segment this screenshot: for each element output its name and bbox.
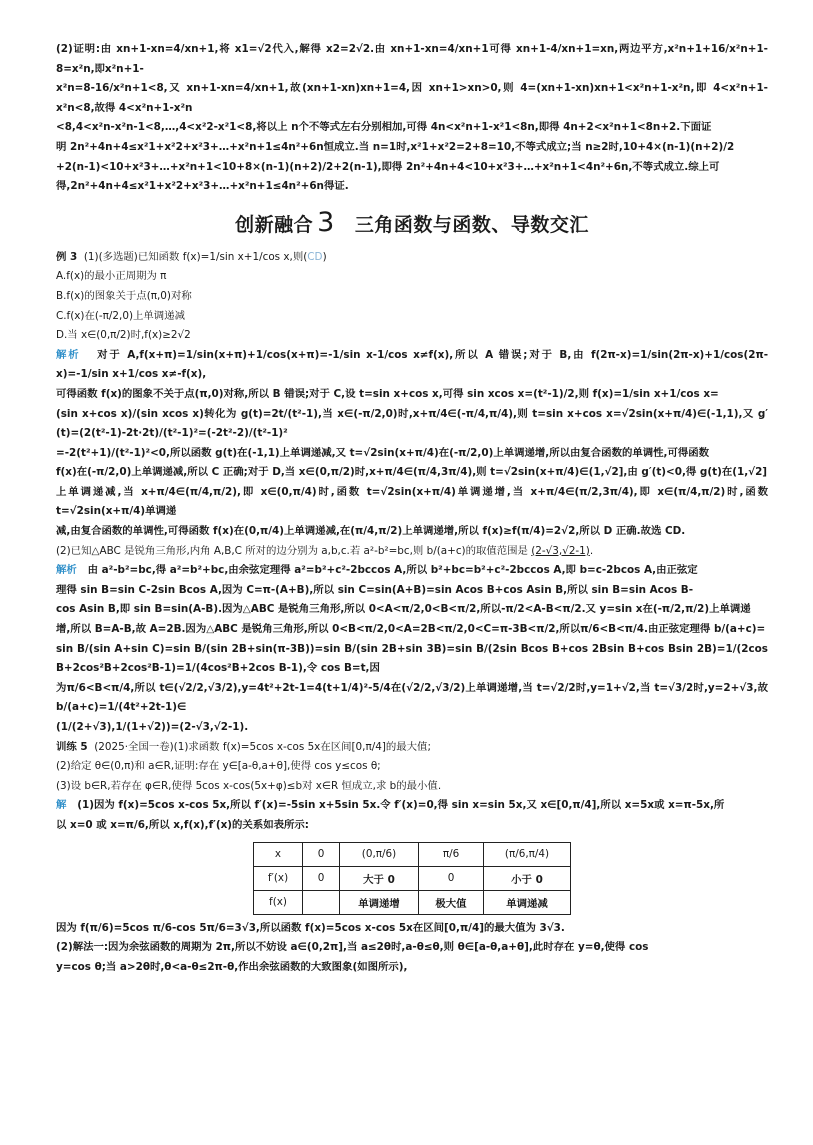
- proof-line: (2)证明:由 xn+1-xn=4/xn+1,将 x1=√2代入,解得 x2=2√2.由 xn+1-xn=4/xn+1可得 xn+1-4/xn+1=xn,两边平方,x²n+1+16/x²n+1-8=x²n,即x²n+1-: [56, 43, 768, 75]
- solution-line: 因为 f(π/6)=5cos π/6-cos 5π/6=3√3,所以函数 f(x)=5cos x-cos 5x在区间[0,π/4]的最大值为 3√3.: [56, 921, 565, 934]
- table-cell: 单调递增: [340, 890, 419, 914]
- example-question-text: (2)已知△ABC 是锐角三角形,内角 A,B,C 所对的边分别为 a,b,c.若 a²-b²=bc,则 b/(a+c)的取值范围是: [56, 544, 528, 557]
- proof-line: x²n=8-16/x²n+1<8,又 xn+1-xn=4/xn+1,故(xn+1-xn)xn+1=4,因 xn+1>xn>0,则 4=(xn+1-xn)xn+1<x²n+1-x²n,即 4<x²n+1-x²n<8,故得 4<x²n+1-x²n: [56, 82, 768, 114]
- section-title-topic: 三角函数与函数、导数交汇: [354, 213, 589, 236]
- analysis-line: [56, 346, 768, 385]
- solution: [56, 796, 768, 835]
- analysis-line: [56, 561, 768, 581]
- training-5: [56, 738, 768, 797]
- example-question: [56, 542, 768, 562]
- analysis-2: [56, 561, 768, 737]
- proof-line: 明 2n²+4n+4≤x²1+x²2+x²3+…+x²n+1≤4n²+6n恒成立.当 n=1时,x²1+x²2=2+8=10,不等式成立;当 n≥2时,10+4×(n-1)(n+2)/2: [56, 140, 735, 153]
- example-answer: (2-√3,√2-1): [531, 544, 590, 557]
- example-question: [56, 248, 768, 268]
- table-row: [254, 842, 571, 866]
- table-cell: 单调递减: [484, 890, 571, 914]
- analysis-line: cos Asin B,即 sin B=sin(A-B).因为△ABC 是锐角三角形,所以 0<A<π/2,0<B<π/2,所以-π/2<A-B<π/2.又 y=sin x在(-π/2,π/2)上单调递: [56, 603, 751, 616]
- analysis-1: [56, 346, 768, 542]
- table-cell: f(x): [254, 890, 303, 914]
- analysis-line: f(x)在(-π/2,0)上单调递减,所以 C 正确;对于 D,当 x∈(0,π/2)时,x+π/4∈(π/4,3π/4),则 t=√2sin(x+π/4)∈(1,√2],由 g′(t)<0,得 g(t)在(1,√2]: [56, 466, 768, 479]
- proof-line: 得,2n²+4n+4≤x²1+x²2+x²3+…+x²n+1≤4n²+6n得证.: [56, 180, 349, 193]
- option-d: D.当 x∈(0,π/2)时,f(x)≥2√2: [56, 329, 191, 342]
- training-question: [56, 738, 768, 758]
- section-title-prefix: 创新融合: [235, 213, 314, 236]
- table-cell: (0,π/6): [340, 842, 419, 866]
- solution-line: (2)解法一:因为余弦函数的周期为 2π,所以不妨设 a∈(0,2π],当 a≤2θ时,a-θ≤θ,则 θ∈[a-θ,a+θ],此时存在 y=θ,使得 cos: [56, 941, 649, 954]
- analysis-label: 解析: [56, 348, 81, 361]
- example-answer: CD: [307, 250, 323, 263]
- table-cell: π/6: [419, 842, 484, 866]
- table-row: [254, 866, 571, 890]
- training-source: (2025·全国一卷): [94, 740, 174, 753]
- analysis-line: (sin x+cos x)/(sin xcos x)转化为 g(t)=2t/(t²-1),当 x∈(-π/2,0)时,x+π/4∈(-π/4,π/4),则 t=sin x+cos x=√2sin(x+π/4)∈(-1,1),又 g′(t)=(2(t²-1)-2t·2t)/(t²-1)²=(-2t²-2)/(t²-1)²: [56, 407, 768, 440]
- training-q3: (3)设 b∈R,若存在 φ∈R,使得 5cos x-cos(5x+φ)≤b对 x∈R 恒成立,求 b的最小值.: [56, 779, 442, 792]
- option-c: C.f(x)在(-π/2,0)上单调递减: [56, 309, 185, 322]
- solution-line: 以 x=0 或 x=π/6,所以 x,f(x),f′(x)的关系如表所示:: [56, 818, 309, 831]
- table-row: [254, 890, 571, 914]
- training-q1: (1)求函数 f(x)=5cos x-cos 5x在区间[0,π/4]的最大值;: [173, 740, 431, 753]
- analysis-line: 为π/6<B<π/4,所以 t∈(√2/2,√3/2),y=4t²+2t-1=4(t+1/4)²-5/4在(√2/2,√3/2)上单调递增,当 t=√2/2时,y=1+√2,当 t=√3/2时,y=2+√3,故 b/(a+c)=1/(4t²+2t-1)∈: [56, 681, 768, 714]
- analysis-line: 增,所以 B=A-B,故 A=2B.因为△ABC 是锐角三角形,所以 0<B<π/2,0<A=2B<π/2,0<C=π-3B<π/2,所以π/6<B<π/4.由正弦定理得 b/(a+c)=: [56, 623, 766, 636]
- solution-text: (1)因为 f(x)=5cos x-cos 5x,所以 f′(x)=-5sin x+5sin 5x.令 f′(x)=0,得 sin x=sin 5x,又 x∈[0,π/4],所以 x=5x或 x=π-5x,所: [77, 799, 725, 812]
- proof-block: [56, 40, 768, 197]
- document-page: [56, 40, 768, 977]
- table-cell: 0: [419, 866, 484, 890]
- solution-line: y=cos θ;当 a>2θ时,θ<a-θ≤2π-θ,作出余弦函数的大致图象(如图所示),: [56, 960, 408, 973]
- analysis-line: =-2(t²+1)/(t²-1)²<0,所以函数 g(t)在(-1,1)上单调递减,又 t=√2sin(x+π/4)在(-π/2,0)上单调递增,所以由复合函数的单调性,可得函数: [56, 446, 710, 459]
- analysis-line: (1/(2+√3),1/(1+√2))=(2-√3,√2-1).: [56, 721, 249, 733]
- solution-label: 解: [56, 799, 67, 812]
- function-table: [253, 842, 571, 915]
- example-3-part-2: [56, 542, 768, 562]
- section-title-number: 3: [317, 206, 335, 238]
- example-question-close: ): [322, 250, 327, 263]
- analysis-label: 解析: [56, 564, 77, 577]
- analysis-line: 减,由复合函数的单调性,可得函数 f(x)在(0,π/4)上单调递减,在(π/4,π/2)上单调递增,所以 f(x)≥f(π/4)=2√2,所以 D 正确.故选 CD.: [56, 525, 686, 538]
- example-label: 例 3: [56, 250, 78, 263]
- training-label: 训练 5: [56, 740, 88, 753]
- analysis-line: 可得函数 f(x)的图象不关于点(π,0)对称,所以 B 错误;对于 C,设 t=sin x+cos x,可得 sin xcos x=(t²-1)/2,则 f(x)=1/sin x+1/cos x=: [56, 387, 719, 400]
- option-a: A.f(x)的最小正周期为 π: [56, 270, 167, 283]
- table-cell: 0: [303, 866, 340, 890]
- section-title: [56, 207, 768, 238]
- training-q2: (2)给定 θ∈(0,π)和 a∈R,证明:存在 y∈[a-θ,a+θ],使得 cos y≤cos θ;: [56, 760, 381, 773]
- analysis-text: 由 a²-b²=bc,得 a²=b²+bc,由余弦定理得 a²=b²+c²-2bccos A,所以 b²+bc=b²+c²-2bccos A,即 b=c-2bcos A,由正弦定: [87, 564, 698, 577]
- table-cell: [303, 890, 340, 914]
- table-cell: x: [254, 842, 303, 866]
- proof-line: +2(n-1)<10+x²3+…+x²n+1<10+8×(n-1)(n+2)/2+2(n-1),即得 2n²+4n+4<10+x²3+…+x²n+1<4n²+6n,不等式成立.综上可: [56, 160, 720, 173]
- after-table: [56, 919, 768, 978]
- example-3: [56, 248, 768, 346]
- solution-line: [56, 796, 768, 816]
- analysis-line: sin B/(sin A+sin C)=sin B/(sin 2B+sin(π-3B))=sin B/(sin 2B+sin 3B)=sin B/(2sin Bcos B+cos 2Bsin B+cos Bsin 2B)=1/(2cos B+2cos²B+2cos²B-1)=1/(4cos²B+2cos B-1),令 cos B=t,因: [56, 642, 768, 675]
- table-cell: 0: [303, 842, 340, 866]
- table-cell: f′(x): [254, 866, 303, 890]
- analysis-text: 对于 A,f(x+π)=1/sin(x+π)+1/cos(x+π)=-1/sin x-1/cos x≠f(x),所以 A 错误;对于 B,由 f(2π-x)=1/sin(2π-x)+1/cos(2π-x)=-1/sin x+1/cos x≠-f(x),: [56, 348, 769, 381]
- analysis-line: 上单调递减,当 x+π/4∈(π/4,π/2),即 x∈(0,π/4)时,函数 t=√2sin(x+π/4)单调递增,当 x+π/4∈(π/2,3π/4),即 x∈(π/4,π/2)时,函数 t=√2sin(x+π/4)单调递: [56, 485, 768, 518]
- table-cell: 极大值: [419, 890, 484, 914]
- table-cell: 小于 0: [484, 866, 571, 890]
- example-question-text: (1)(多选题)已知函数 f(x)=1/sin x+1/cos x,则(: [83, 250, 308, 263]
- option-b: B.f(x)的图象关于点(π,0)对称: [56, 289, 192, 302]
- table-cell: (π/6,π/4): [484, 842, 571, 866]
- table-cell: 大于 0: [340, 866, 419, 890]
- analysis-line: 理得 sin B=sin C-2sin Bcos A,因为 C=π-(A+B),所以 sin C=sin(A+B)=sin Acos B+cos Asin B,所以 sin B=sin Acos B-: [56, 583, 694, 596]
- example-question-close: .: [589, 544, 594, 557]
- proof-line: <8,4<x²n-x²n-1<8,…,4<x²2-x²1<8,将以上 n个不等式左右分别相加,可得 4n<x²n+1-x²1<8n,即得 4n+2<x²n+1<8n+2.下面证: [56, 121, 712, 134]
